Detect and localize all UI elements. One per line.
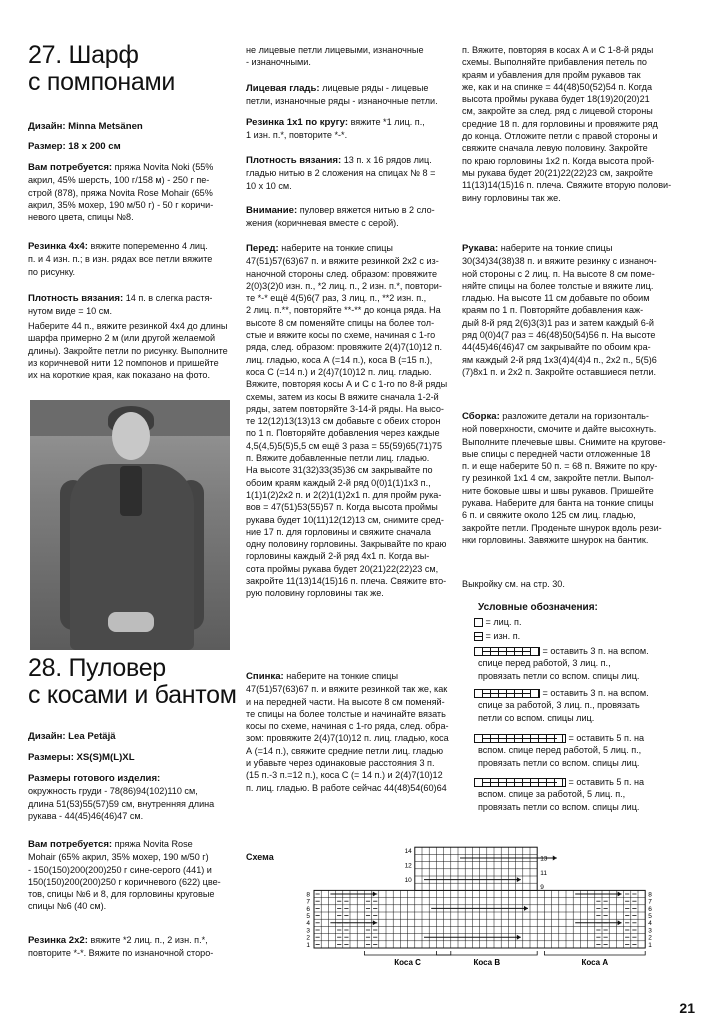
design2-line: Дизайн: Lea Petäjä — [28, 731, 116, 742]
braid-bracket — [436, 951, 537, 955]
back-continuation: п. Вяжите, повторяя в косах А и С 1-8-й ряды схемы. Выполняйте прибавления петель по краям и убавления для пройм рукавов так же, как и на спинке = 44(48)50(52)54 п. Когда высота проймы рукава будет 18(19)20(20)21 см, закройте за след. ряд с лицевой стороны средние 18 п. для горловины и провяжите ряд до конца. Отложите петли с правой стороны и свяжите сначала левую половину. Закройте по краю горловины 1х2 п. Когда высота прой- мы рукава будет 20(21)22(22)23 см, закройте 11(13)14(15)16 п. плеча. Свяжите вторую полови- вину горловины так же. — [462, 45, 672, 203]
ready-sizes: Размеры готового изделия: окружность груди - 78(86)94(102)110 см, длина 51(53)55(57)59 см, внутренняя длина рукава - 44(45)46(46)47 см. — [28, 773, 215, 821]
rib-2x2: Резинка 2х2: вяжите *2 лиц. п., 2 изн. п.*, повторите *-*. Вяжите по изнаночной сторо- — [28, 935, 214, 959]
page-number: 21 — [679, 1000, 695, 1016]
braid-label: Коса С — [394, 958, 421, 967]
row-number-top: 14 — [404, 848, 412, 856]
back-instructions: Спинка: наберите на тонкие спицы 47(51)57(63)67 п. и вяжите резинкой так же, как и на передней части. На высоте 8 см поменяй- те спицы на более толстые и начинайте вязать косы по схеме, начиная с 1-го ряда, след. обра- зом: провяжите 2(4)7(10)12 п. лиц. гладью, коса А (=14 п.), свяжите средние петли лиц. гладью и убавьте через одинаковые расстояния 3 п. (15 п.-3 п.=12 п.), коса С (= 14 п.) и 2(4)7(10)12 п. лиц. гладью. В работе сейчас 44(48)54(60)64 — [246, 671, 449, 793]
row-number-right: 8 — [648, 891, 652, 899]
materials-28: Вам потребуется: пряжа Novita Rose Mohair (65% акрил, 35% мохер, 190 м/50 г) - 150(150)200(200)250 г сине-серого (441) и 150(150)200(200)250 г коричневого (622) цве- тов, спицы №6 и 8, для горловины круговые спицы №6 (40 см). — [28, 839, 221, 912]
legend-cable-3-front: = оставить 3 п. на вспом. спице перед работой, 3 лиц. п., провязать петли со вспом. спицы лиц. — [474, 645, 649, 682]
row-number-left: 4 — [306, 920, 310, 928]
knit-symbol-icon — [474, 618, 483, 627]
braid-bracket — [364, 951, 450, 955]
row-number-top: 9 — [540, 884, 544, 892]
row-number-right: 1 — [648, 941, 652, 949]
row-number-top: 13 — [540, 855, 548, 863]
cable-3-back-icon — [474, 689, 540, 698]
cable-3-front-icon — [474, 647, 540, 656]
cable-5-back-icon — [474, 778, 566, 787]
braid-label: Коса А — [581, 958, 609, 967]
row-number-right: 5 — [648, 913, 652, 920]
row-number-left: 3 — [306, 927, 310, 935]
chart-title: Схема — [246, 852, 274, 862]
front-instructions: Перед: наберите на тонкие спицы 47(51)57(63)67 п. и вяжите резинкой 2х2 с из- наночной стороны след. образом: провяжите 2(0)3(2)0 изн. п., *2 лиц. п., 2 изн. п.*, повтори- те *-* ещё 4(5)6(7 раз, 3 лиц. п., **2 изн. п., 2 лиц. п.**, повторяйте **-** до конца ряда. На высоте 8 см поменяйте спицы на более тол- стые и вяжите косы по схеме, начиная с 1-го ряда, след. образом: провяжите 2(4)7(10)12 п. лиц. гладью, коса А (=14 п.), коса В (=15 п.), коса С (=14 п.) и 2(4)7(10)12 п. лиц. гладью. Вяжите, повторяя косы А и С с 1-го по 8-й ряды схемы, затем из косы В вяжите сначала 1-2-й ряды, затем повторяйте 3-14-й ряды. На высо- те 12(12)13(13)13 см добавьте с обеих сторон по 1 п. Повторяйте добавления через каждые 4,5(4,5)5(5)5,5 см ещё 3 раза = 55(59)65(71)75 п. Вяжите добавленные петли лиц. гладью. На высоте 31(32)33(35)36 см закрывайте по обоим краям каждый 2-й ряд 0(0)1(1)1х3 п., 1(1)1(2)2х2 п. и 2(2)1(1)2х1 п. для пройм рука- вов = 47(51)53(55)57 п. Когда высота проймы рукава будет 10(11)12(12)13 см, снимите сред- ние 17 п. для горловины и свяжите сначала одну половину горловины. Закрывайте по краю горловины каждый 2-й ряд 4х1 п. Когда вы- сота проймы рукава будет 20(21)22(22)23 см, закройте 11(13)14(15)16 п. плеча. Свяжите вто- рую половину горловины так же. — [246, 243, 448, 599]
row-number-right: 4 — [648, 920, 652, 928]
row-number-left: 1 — [306, 941, 310, 949]
braid-bracket — [544, 951, 645, 955]
instructions-27: Наберите 44 п., вяжите резинкой 4х4 до длины шарфа примерно 2 м (или другой желаемой длины). Закройте петли по рисунку. Выполните из коричневой нити 12 помпонов и пришейте их на короткие края, как показано на фото. — [28, 321, 228, 381]
row-number-right: 3 — [648, 927, 652, 935]
density-27: Плотность вязания: 14 п. в слегка растя- нутом виде = 10 см. — [28, 293, 213, 317]
rib-1x1-round: Резинка 1х1 по кругу: вяжите *1 лиц. п., 1 изн. п.*, повторите *-*. — [246, 117, 425, 141]
sizes-line: Размеры: XS(S)M(L)XL — [28, 752, 135, 763]
assembly-instructions: Сборка: разложите детали на горизонталь- ной поверхности, смочите и дайте высохнуть. Выполните плечевые швы. Снимите на кругове- вые спицы с передней части отложенные 18 п. и еще наберите 50 п. = 68 п. Вяжите по кру- гу резинкой 1х1 4 см, закройте петли. Выпол- ните боковые швы и швы рукавов. Пришейте рукава. Наберите для банта на тонкие спицы 6 п. и свяжите около 125 см лиц. гладью, закройте петли. Проденьте шнурок вдоль рези- нки горловины. Завяжите шнурок на бантик. — [462, 411, 666, 545]
design-line: Дизайн: Minna Metsänen — [28, 121, 143, 132]
sleeves-instructions: Рукава: наберите на тонкие спицы 30(34)34(38)38 п. и вяжите резинку с изнаноч- ной стороны с 2 лиц. п. На высоте 8 см поме- няйте спицы на более толстые и вяжите лиц. гладью. На высоте 11 см добавьте по обоим краям по 1 п. Повторяйте добавления каж- дый 8-й ряд 2(6)3(3)1 раз и затем каждый 6-й ряд 0(0)4(7 раз = 46(48)50(54)56 п. На высоте 44(45)46(46)47 см закрывайте по обоим кра- ям каждый 2-й ряд 1х3(4)4(4)4 п., 2х2 п., 5(5)6 (7)8х1 п. и 2х2 п. Закройте оставшиеся петли. — [462, 243, 657, 377]
pattern-reference: Выкройку см. на стр. 30. — [462, 579, 565, 589]
row-number-top: 12 — [404, 862, 412, 870]
text-continuation: не лицевые петли лицевыми, изнаночные - изнаночными. — [246, 45, 424, 68]
row-number-right: 7 — [648, 898, 652, 906]
model-photo — [30, 400, 230, 650]
row-number-right: 6 — [648, 905, 652, 913]
row-number-left: 2 — [306, 934, 310, 942]
cable-chart — [296, 828, 666, 968]
size-line: Размер: 18 x 200 см — [28, 141, 121, 152]
legend-cable-5-front: = оставить 5 п. на вспом. спице перед работой, 5 лиц. п., провязать петли со вспом. спицы лиц. — [474, 732, 644, 769]
braid-label: Коса В — [473, 958, 501, 967]
row-number-top: 10 — [404, 877, 412, 884]
row-number-top: 11 — [540, 869, 547, 877]
row-number-left: 7 — [306, 898, 310, 906]
cable-5-front-icon — [474, 734, 566, 743]
article-28-title: 28. Пуловер с косами и бантом — [28, 654, 237, 709]
legend-cable-5-back: = оставить 5 п. на вспом. спице за работой, 5 лиц. п., провязать петли со вспом. спицы лиц. — [474, 776, 644, 813]
materials-27: Вам потребуется: пряжа Novita Noki (55% акрил, 45% шерсть, 100 г/158 м) - 250 г пе- строй (878), пряжа Novita Rose Mohair (65% акрил, 35% мохер, 190 м/50 г) - 50 г коричи- невого цвета, спицы №8. — [28, 162, 214, 223]
stockinette: Лицевая гладь: лицевые ряды - лицевые петли, изнаночные ряды - изнаночные петли. — [246, 83, 438, 107]
legend: Условные обозначения: = лиц. п. = изн. п. = оставить 3 п. на вспом. спице перед работой, 3 лиц. п., провязать петли со вспом. спицы лиц. = оставить 3 п. на вспом. спице за работой, 3 лиц. п., провязать петли со вспом. спицы лиц. = оставить 5 п. на вспом. спице перед работой, 5 лиц. п., провязать петли со вспом. спицы лиц. = оставить 5 п. на вспом. спице за работой, 5 лиц. п., провязать петли со вспом. спицы лиц. — [474, 602, 686, 614]
row-number-left: 6 — [306, 905, 310, 913]
density-28: Плотность вязания: 13 п. x 16 рядов лиц. гладью нитью в 2 сложения на спицах № 8 = 10 x 10 см. — [246, 155, 436, 191]
legend-knit: = лиц. п. — [474, 616, 521, 628]
purl-symbol-icon — [474, 632, 483, 641]
attention-note: Внимание: пуловер вяжется нитью в 2 сло- жения (коричневая вместе с серой). — [246, 205, 435, 229]
rib-4x4: Резинка 4х4: вяжите попеременно 4 лиц. п. и 4 изн. п.; в изн. рядах все петли вяжите по рисунку. — [28, 241, 213, 277]
row-number-right: 2 — [648, 934, 652, 942]
article-27-title: 27. Шарф с помпонами — [28, 41, 176, 96]
row-number-left: 8 — [306, 891, 310, 899]
legend-cable-3-back: = оставить 3 п. на вспом. спице за работой, 3 лиц. п., провязать петли со вспом. спицы лиц. — [474, 687, 649, 724]
legend-purl: = изн. п. — [474, 630, 520, 642]
row-number-left: 5 — [306, 913, 310, 920]
